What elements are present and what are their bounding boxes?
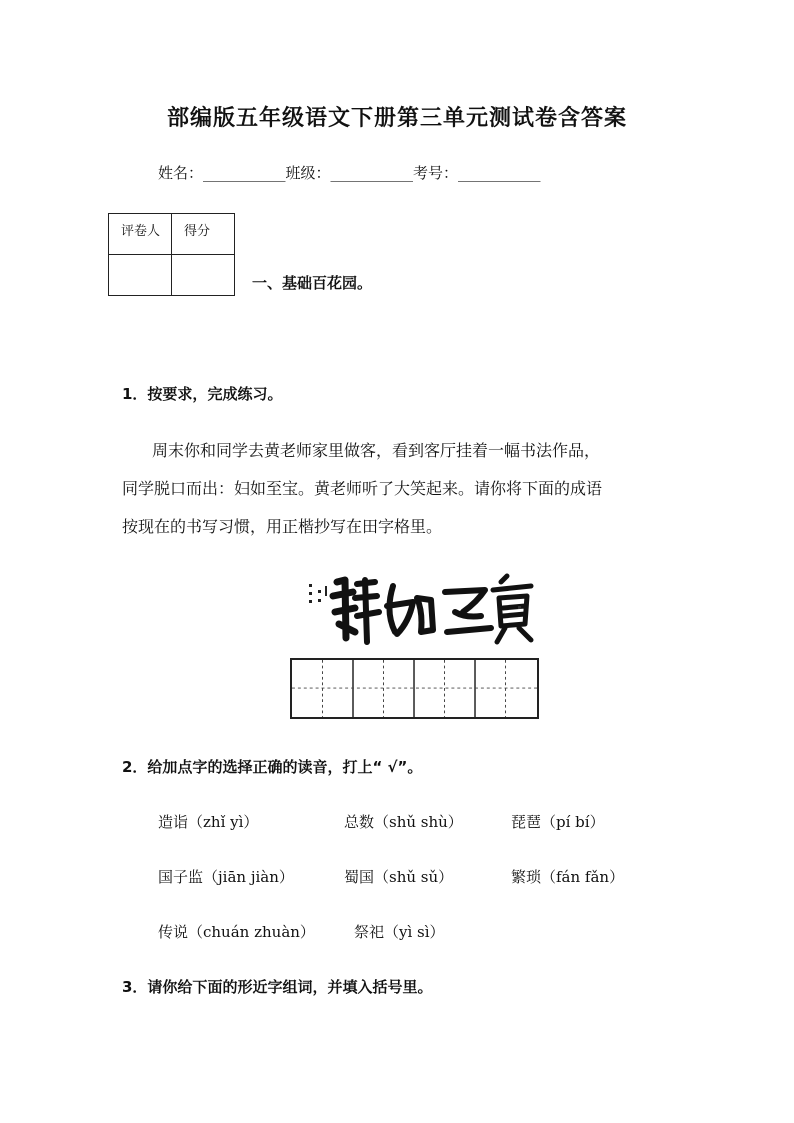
- question-1-text: [122, 432, 702, 546]
- pinyin-option: 传说（chuán zhuàn）: [158, 923, 315, 941]
- practice-grid[interactable]: [290, 658, 539, 719]
- pinyin-option: 总数（shǔ shù）: [344, 813, 463, 831]
- score-header: 得分: [172, 214, 235, 255]
- pinyin-option: 国子监（jiān jiàn）: [158, 868, 294, 886]
- pinyin-option: 祭祀（yì sì）: [354, 923, 445, 941]
- section-heading: 一、基础百花园。: [252, 274, 373, 292]
- paragraph-line: 周末你和同学去黄老师家里做客，看到客厅挂着一幅书法作品，: [152, 441, 601, 460]
- score-table: [108, 213, 235, 296]
- paragraph-line: 按现在的书写习惯，用正楷抄写在田字格里。: [122, 517, 443, 536]
- question-3-heading: 3．请你给下面的形近字组词，并填入括号里。: [122, 978, 433, 996]
- page-title: 部编版五年级语文下册第三单元测试卷含答案: [166, 106, 627, 131]
- paragraph-line: 同学脱口而出：妇如至宝。黄老师听了大笑起来。请你将下面的成语: [122, 479, 603, 498]
- score-cell[interactable]: [172, 255, 235, 296]
- calligraphy-image: [305, 572, 535, 647]
- pinyin-option: 造诣（zhǐ yì）: [158, 813, 259, 831]
- question-2-heading: 2．给加点字的选择正确的读音，打上“ √”。: [122, 758, 423, 776]
- reviewer-header: 评卷人: [109, 214, 172, 255]
- pinyin-option: 琵琶（pí bí）: [511, 813, 605, 831]
- pinyin-option: 繁琐（fán fǎn）: [511, 868, 625, 886]
- reviewer-cell[interactable]: [109, 255, 172, 296]
- question-1-heading: 1．按要求，完成练习。: [122, 385, 283, 403]
- student-info-line: 姓名：___________班级：___________考号：___________: [158, 164, 541, 182]
- pinyin-option: 蜀国（shǔ sǔ）: [344, 868, 454, 886]
